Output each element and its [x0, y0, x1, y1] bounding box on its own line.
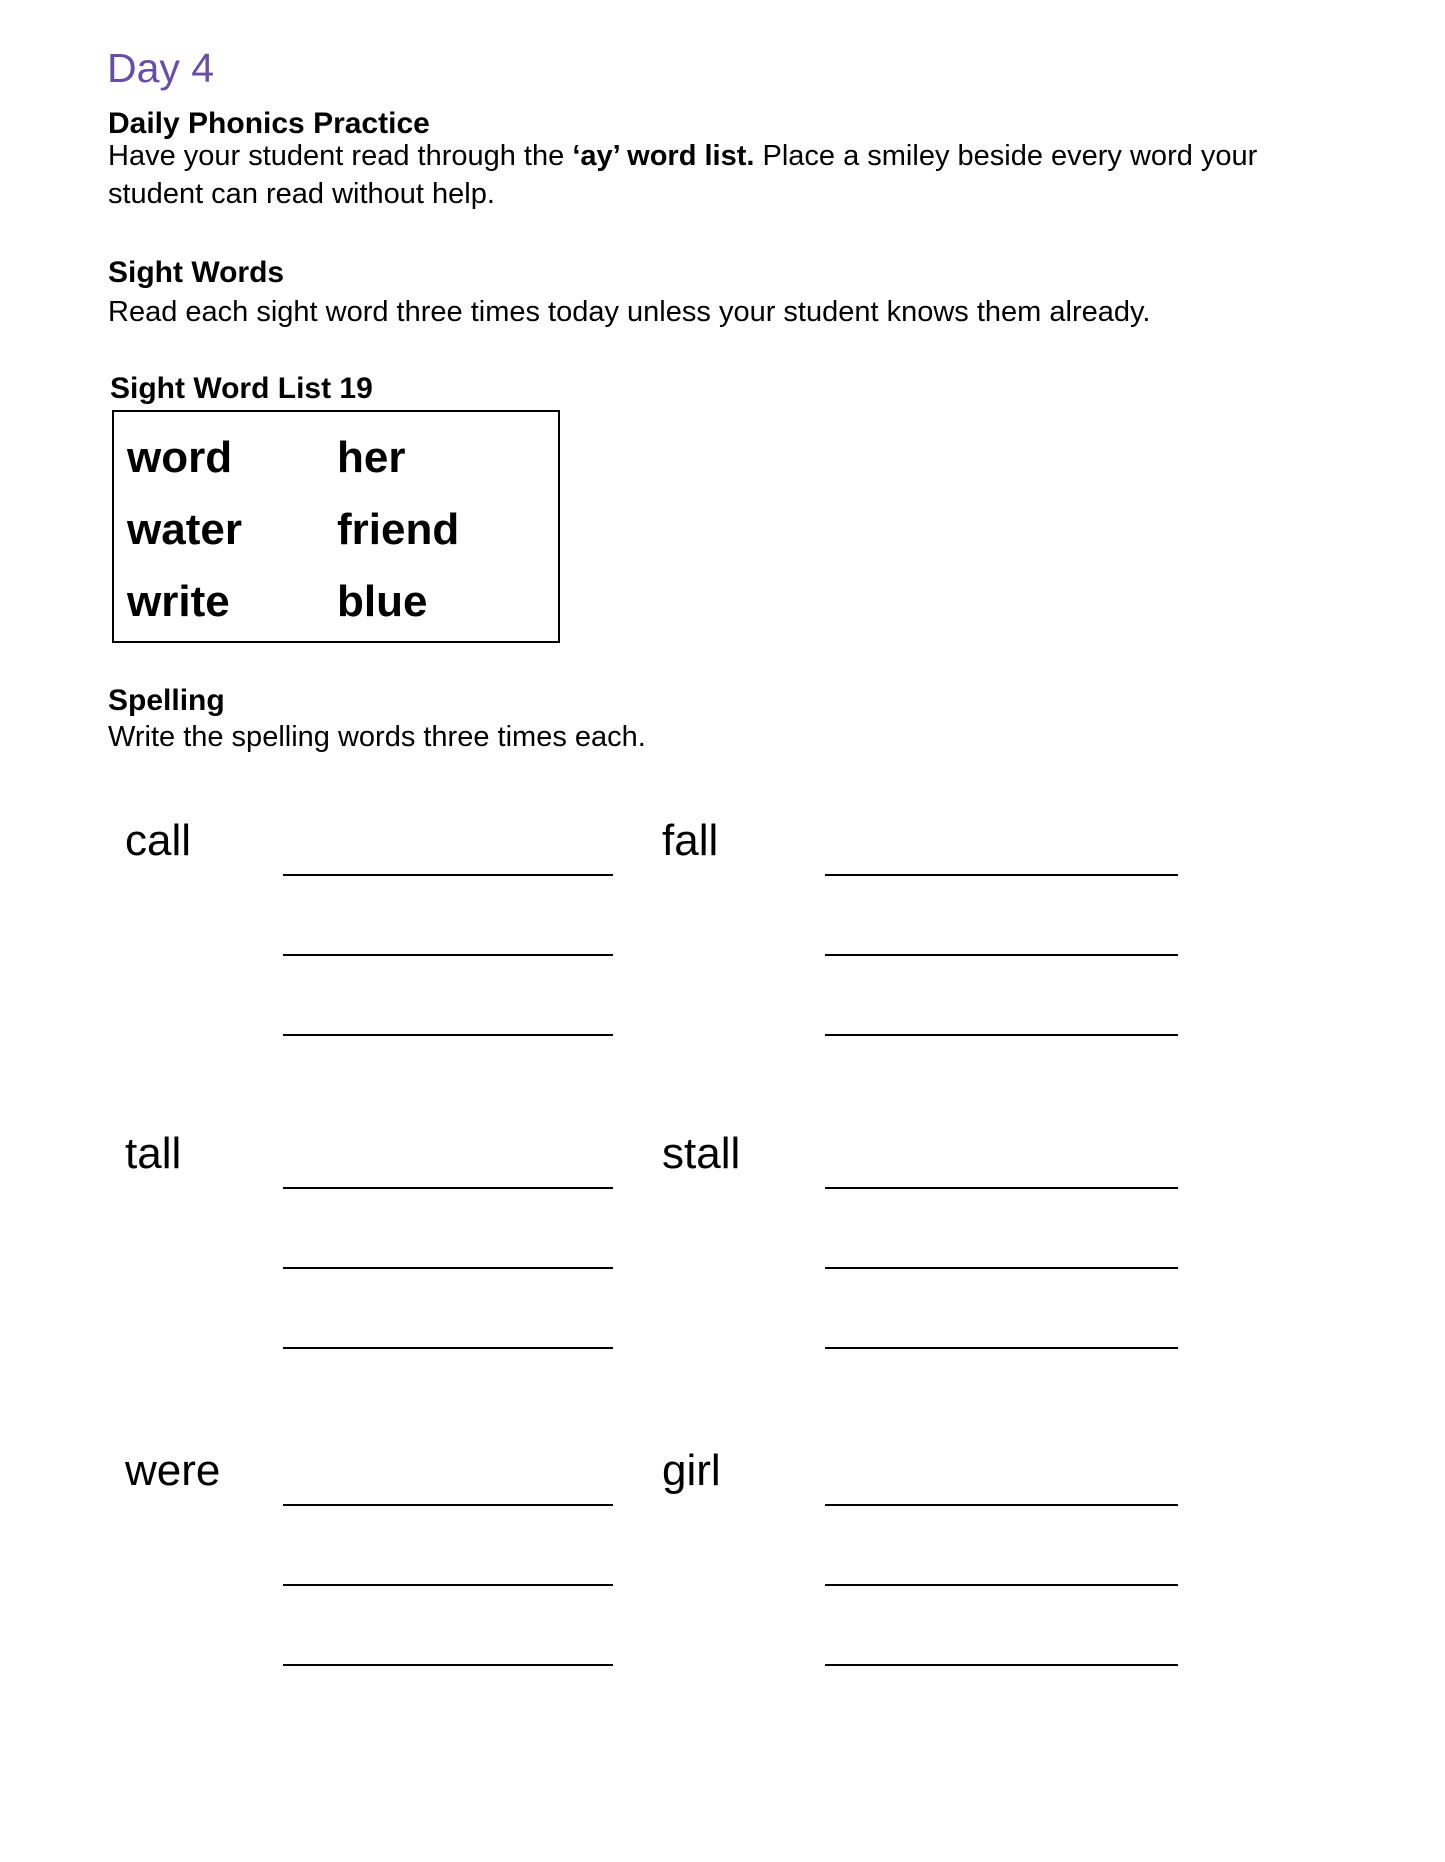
spelling-write-area	[283, 1130, 613, 1349]
phonics-instructions-bold-phrase: ‘ay’ word list.	[572, 140, 755, 172]
spelling-blank-line	[283, 1130, 613, 1189]
spelling-blank-line	[825, 1586, 1178, 1666]
spelling-write-area	[283, 817, 613, 1036]
spelling-write-area	[283, 1447, 613, 1666]
spelling-write-area	[825, 1447, 1178, 1666]
spelling-word: tall	[125, 1129, 182, 1178]
sight-word: write	[127, 577, 230, 626]
sight-word: water	[127, 505, 242, 554]
spelling-blank-line	[825, 876, 1178, 956]
spelling-blank-line	[825, 1189, 1178, 1269]
spelling-word: fall	[662, 816, 719, 865]
spelling-blank-line	[283, 1506, 613, 1586]
sight-word: her	[337, 433, 406, 482]
spelling-row	[108, 1130, 1398, 1430]
phonics-instructions-suffix: Place a smiley beside every word your student can read without help.	[108, 140, 1258, 210]
sight-word-list-box	[112, 410, 560, 643]
spelling-blank-line	[283, 817, 613, 876]
spelling-word: call	[125, 816, 192, 865]
spelling-blank-line	[825, 1506, 1178, 1586]
sight-word: blue	[337, 577, 428, 626]
spelling-blank-line	[283, 1586, 613, 1666]
spelling-blank-line	[825, 956, 1178, 1036]
spelling-blank-line	[825, 1269, 1178, 1349]
spelling-section-heading: Spelling	[108, 684, 225, 717]
spelling-blank-line	[825, 1447, 1178, 1506]
spelling-blank-line	[283, 956, 613, 1036]
sight-word-row	[127, 494, 558, 566]
spelling-word: stall	[662, 1129, 741, 1178]
spelling-row	[108, 1447, 1398, 1747]
sight-words-instructions: Read each sight word three times today unless your student knows them already.	[108, 296, 1151, 328]
spelling-blank-line	[283, 1189, 613, 1269]
phonics-instructions	[108, 137, 1343, 213]
page-title: Day 4	[107, 45, 215, 91]
spelling-word: girl	[662, 1446, 721, 1495]
spelling-write-area	[825, 1130, 1178, 1349]
spelling-blank-line	[283, 876, 613, 956]
phonics-instructions-prefix: Have your student read through the	[108, 140, 573, 172]
spelling-blank-line	[825, 817, 1178, 876]
sight-word-list-heading: Sight Word List 19	[110, 372, 373, 405]
spelling-instructions: Write the spelling words three times each.	[108, 721, 646, 753]
spelling-row	[108, 817, 1398, 1117]
spelling-word: were	[125, 1446, 221, 1495]
spelling-blank-line	[283, 1269, 613, 1349]
spelling-write-area	[825, 817, 1178, 1036]
sight-word: word	[127, 433, 233, 482]
spelling-blank-line	[283, 1447, 613, 1506]
sight-word-row	[127, 566, 558, 638]
sight-word-row	[127, 422, 558, 494]
spelling-blank-line	[825, 1130, 1178, 1189]
phonics-section-heading: Daily Phonics Practice	[108, 107, 430, 140]
sight-word: friend	[337, 505, 460, 554]
sight-words-section-heading: Sight Words	[108, 256, 285, 289]
